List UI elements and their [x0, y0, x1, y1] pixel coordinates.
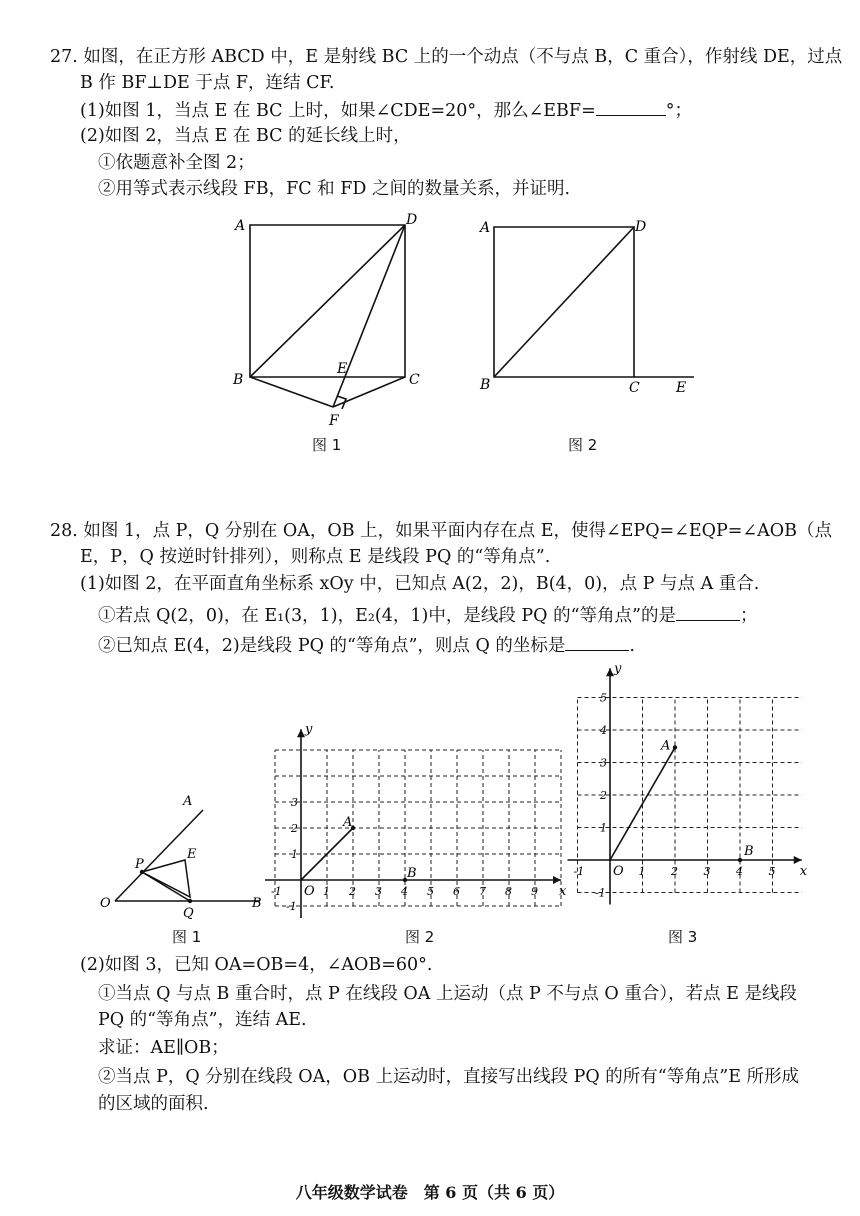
point-label-C: C — [409, 372, 420, 388]
point-A — [673, 745, 677, 749]
x-tick-label: 5 — [427, 885, 434, 898]
x-tick-label: 4 — [401, 885, 408, 898]
point-label-D: D — [406, 212, 418, 228]
q27-line1: 27. 如图，在正方形 ABCD 中，E 是射线 BC 上的一个动点（不与点 B，C 重合），作射线 DE，过点 — [50, 47, 843, 67]
y-tick-label: 1 — [291, 848, 298, 861]
x-tick-label: 6 — [453, 885, 460, 898]
point-label-B: B — [233, 372, 244, 388]
x-tick-label: 9 — [531, 885, 538, 898]
answer-blank-28-2[interactable] — [565, 634, 629, 651]
x-tick-label: 3 — [703, 865, 711, 878]
q28-figure-3 — [565, 660, 808, 925]
q28-part1-sub1 — [98, 604, 757, 627]
q27-part2-sub2: ②用等式表示线段 FB，FC 和 FD 之间的数量关系，并证明. — [98, 179, 571, 199]
page-footer: 八年级数学试卷 第 6 页（共 6 页） — [295, 1183, 565, 1202]
q27-line2: B 作 BF⊥DE 于点 F，连结 CF. — [80, 73, 335, 93]
point-label-B: B — [407, 866, 417, 881]
q28-part1-sub2-end: . — [629, 636, 635, 656]
q28-part2-proof-line: 求证：AE∥OB； — [98, 1038, 229, 1058]
point-label-C: C — [629, 380, 640, 396]
y-axis-arrow — [297, 729, 305, 737]
point-label-A: A — [343, 815, 353, 830]
q28-part2-sub1-cont: PQ 的“等角点”，连结 AE. — [98, 1010, 307, 1030]
x-tick-label: -1 — [573, 865, 585, 878]
q28-part1: (1)如图 2，在平面直角坐标系 xOy 中，已知点 A(2，2)，B(4，0)，点 P 与点 A 重合. — [80, 574, 760, 594]
q28-part2: (2)如图 3，已知 OA=OB=4，∠AOB=60°. — [80, 955, 433, 975]
q27-figure-1 — [225, 212, 430, 432]
point-label-A: A — [235, 218, 246, 234]
q27-figure-2 — [472, 212, 702, 396]
y-tick-label: -1 — [286, 900, 297, 913]
y-axis-label: y — [305, 722, 313, 738]
point-label-P: P — [135, 857, 144, 872]
origin-label: O — [304, 884, 315, 899]
point-label-F: F — [329, 413, 339, 429]
point-label-B: B — [252, 896, 262, 911]
point-label-Q: Q — [183, 906, 194, 921]
q28-fig2-caption: 图 2 — [405, 928, 435, 946]
q27-fig2-caption: 图 2 — [568, 436, 598, 454]
x-tick-label: -1 — [271, 885, 282, 898]
answer-blank-28-1[interactable] — [676, 604, 740, 621]
q27-part2: (2)如图 2，当点 E 在 BC 的延长线上时， — [80, 126, 411, 146]
x-axis-label: x — [799, 864, 808, 879]
q28-figure-1 — [95, 790, 270, 920]
q28-line2: E，P，Q 按逆时针排列），则称点 E 是线段 PQ 的“等角点”. — [80, 547, 551, 567]
point-label-A: A — [480, 220, 491, 236]
y-axis-arrow — [606, 668, 614, 676]
q27-part1-text: (1)如图 1，当点 E 在 BC 上时，如果∠CDE=20°，那么∠EBF= — [80, 101, 596, 121]
q27-part1-end: °； — [665, 101, 692, 121]
y-tick-label: 4 — [600, 724, 607, 737]
x-tick-label: 2 — [671, 865, 678, 878]
point-B — [738, 858, 742, 862]
origin-label: O — [613, 864, 624, 879]
q28-part2-sub2: ②当点 P，Q 分别在线段 OA，OB 上运动时，直接写出线段 PQ 的所有“等角点”E 所形成 — [98, 1067, 800, 1087]
q28-part1-sub1-end: ； — [739, 606, 758, 626]
point-label-A: A — [661, 738, 671, 754]
point-label-E: E — [337, 361, 348, 377]
y-tick-label: 3 — [291, 796, 298, 809]
q28-part2-sub1: ①当点 Q 与点 B 重合时，点 P 在线段 OA 上运动（点 P 不与点 O 重合），若点 E 是线段 — [98, 984, 797, 1004]
q28-fig1-caption: 图 1 — [172, 928, 202, 946]
x-tick-label: 3 — [375, 885, 382, 898]
x-tick-label: 8 — [505, 885, 512, 898]
q28-part1-sub1-text: ①若点 Q(2，0)，在 E₁(3，1)，E₂(4，1)中，是线段 PQ 的“等角点”的是 — [98, 606, 676, 626]
q28-figure-2 — [268, 712, 568, 922]
x-axis-label: x — [559, 884, 567, 899]
x-tick-label: 1 — [638, 865, 646, 878]
x-tick-label: 4 — [736, 865, 743, 878]
y-tick-label: 2 — [600, 789, 607, 802]
y-tick-label: 1 — [600, 821, 607, 835]
point-label-B: B — [744, 844, 754, 859]
y-tick-label: 2 — [291, 822, 298, 835]
y-tick-label: 3 — [600, 756, 607, 770]
x-axis-arrow — [553, 876, 561, 884]
point-label-E: E — [187, 847, 197, 862]
y-tick-label: -1 — [595, 886, 606, 900]
x-axis-arrow — [794, 856, 802, 864]
point-label-B: B — [480, 377, 491, 393]
answer-blank-27-1[interactable] — [596, 99, 666, 116]
y-tick-label: 5 — [600, 691, 607, 705]
q28-part1-sub2 — [98, 634, 635, 657]
x-tick-label: 7 — [479, 885, 486, 898]
x-tick-label: 1 — [323, 885, 330, 898]
q27-part1 — [80, 99, 692, 122]
point-label-O: O — [100, 896, 111, 911]
q28-part1-sub2-text: ②已知点 E(4，2)是线段 PQ 的“等角点”，则点 Q 的坐标是 — [98, 636, 566, 656]
x-tick-label: 2 — [349, 885, 356, 898]
point-label-D: D — [635, 219, 647, 235]
q27-fig1-caption: 图 1 — [312, 436, 342, 454]
x-tick-label: 5 — [768, 865, 776, 878]
y-axis-label: y — [614, 661, 622, 677]
point-label-E: E — [676, 380, 687, 396]
q28-part2-sub2-cont: 的区域的面积. — [98, 1094, 209, 1114]
q28-line1: 28. 如图 1，点 P，Q 分别在 OA，OB 上，如果平面内存在点 E，使得∠EPQ=∠EQP=∠AOB（点 — [50, 521, 832, 541]
q28-fig3-caption: 图 3 — [668, 928, 698, 946]
q27-part2-sub1: ①依题意补全图 2； — [98, 153, 255, 173]
point-label-A: A — [183, 794, 193, 809]
